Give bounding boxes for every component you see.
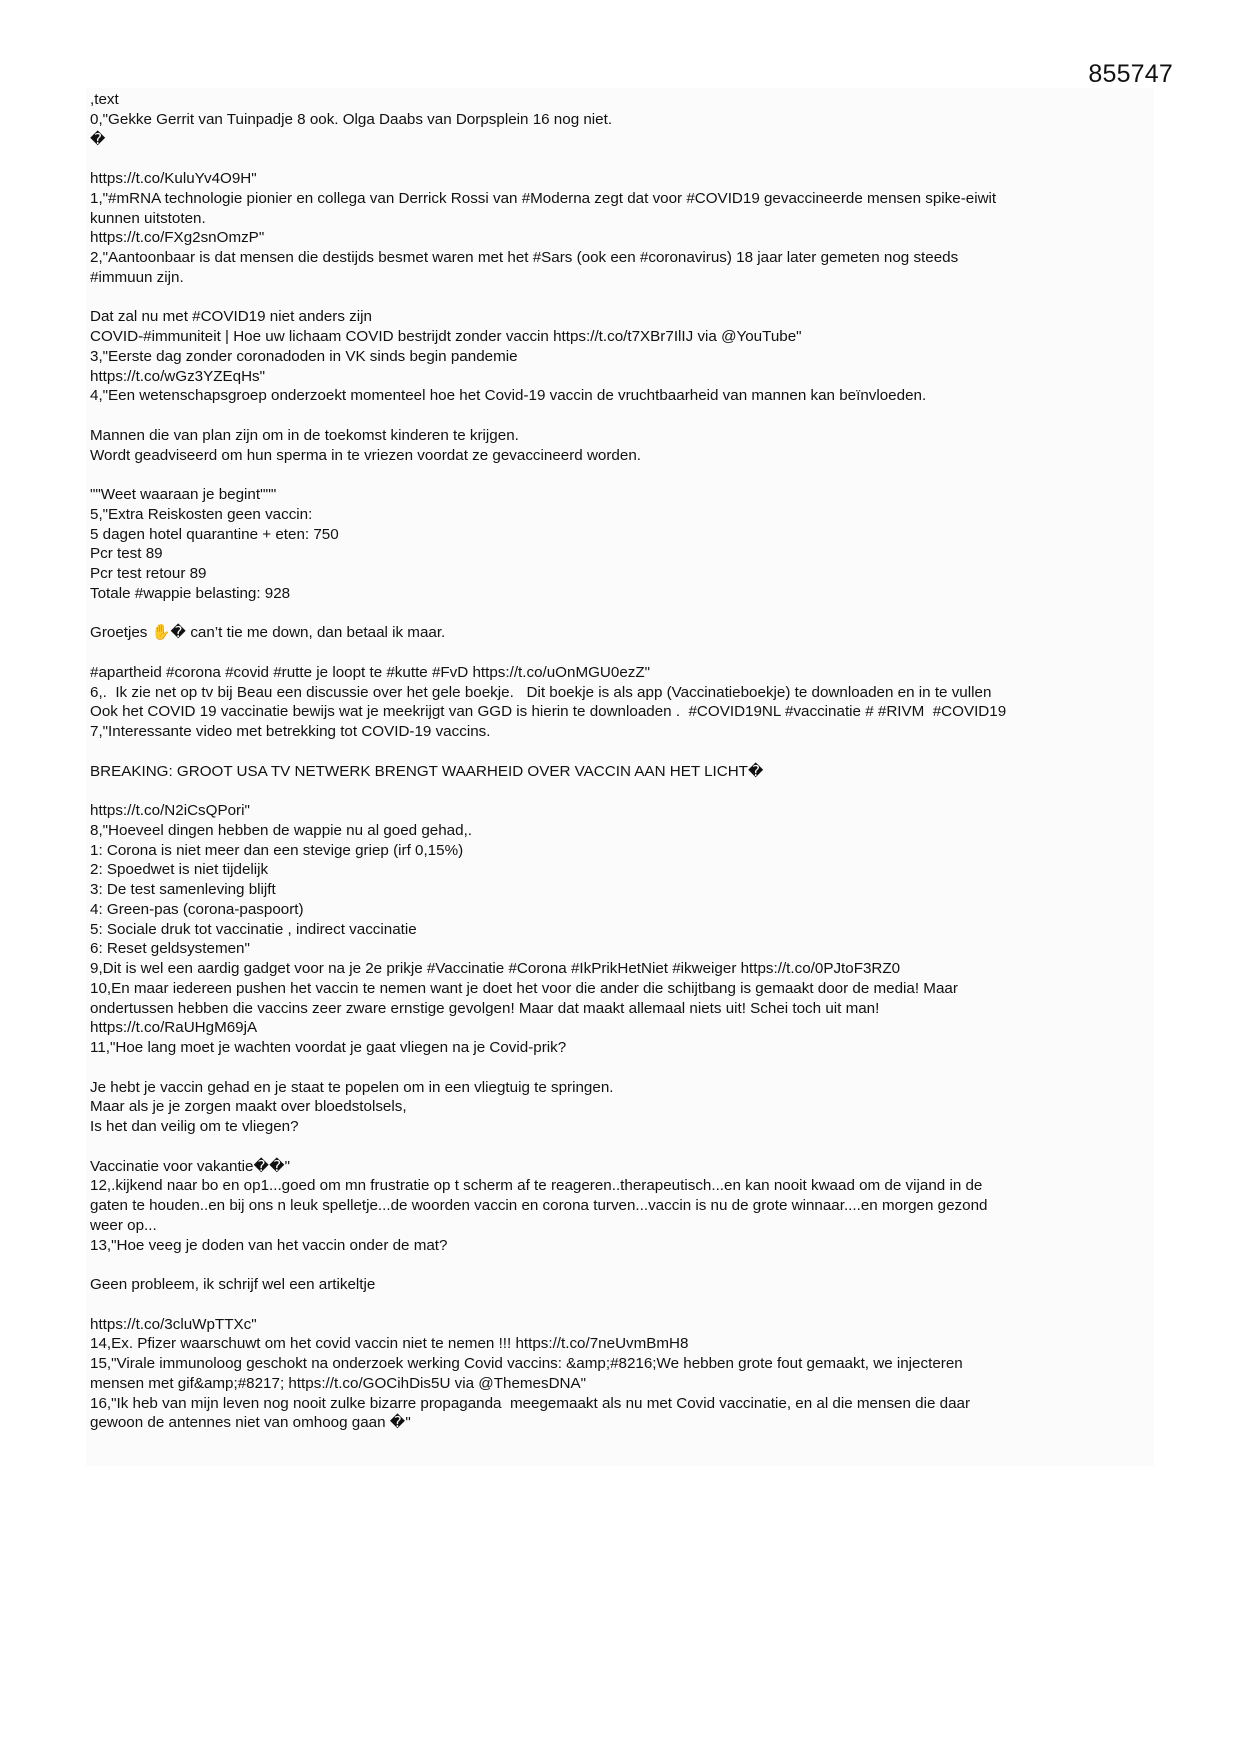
text-line: 4,"Een wetenschapsgroep onderzoekt momenteel hoe het Covid-19 vaccin de vruchtbaarheid van mannen kan beïnvloeden. xyxy=(90,387,927,405)
text-line: Is het dan veilig om te vliegen? xyxy=(90,1118,299,1135)
text-line xyxy=(90,643,1150,663)
text-line: https://t.co/wGz3YZEqHs" xyxy=(90,367,266,385)
text-line: Vaccinatie voor vakantie��" xyxy=(90,1157,291,1175)
text-line: Pcr test retour 89 xyxy=(90,565,207,582)
text-line: 3: De test samenleving blijft xyxy=(90,881,276,898)
text-line: Groetjes ✋� can’t tie me down, dan betaal ik maar. xyxy=(90,624,446,642)
text-line: 1,"#mRNA technologie pionier en collega van Derrick Rossi van #Moderna zegt dat voor #COVID19 gevaccineerde mensen spike-eiwit xyxy=(90,189,997,207)
text-line: Je hebt je vaccin gehad en je staat te popelen om in een vliegtuig te springen. xyxy=(90,1078,614,1096)
text-line: 10,En maar iedereen pushen het vaccin te nemen want je doet het voor die ander die schijtbang is gemaakt door de media! Maar xyxy=(90,979,958,997)
text-line: Dat zal nu met #COVID19 niet anders zijn xyxy=(90,308,372,326)
text-line: 5 dagen hotel quarantine + eten: 750 xyxy=(90,525,339,543)
text-line: 14,Ex. Pfizer waarschuwt om het covid vaccin niet te nemen !!! https://t.co/7neUvmBmH8 xyxy=(90,1335,689,1353)
text-line: 13,"Hoe veeg je doden van het vaccin onder de mat? xyxy=(90,1236,448,1254)
text-line xyxy=(90,465,1150,485)
text-line: BREAKING: GROOT USA TV NETWERK BRENGT WAARHEID OVER VACCIN AAN HET LICHT� xyxy=(90,762,764,780)
text-line xyxy=(90,1255,1150,1275)
text-line: 6,. Ik zie net op tv bij Beau een discussie over het gele boekje. Dit boekje is als app (Vaccinatieboekje) te downloaden en in te vullen xyxy=(90,683,992,701)
text-line: 3,"Eerste dag zonder coronadoden in VK sinds begin pandemie xyxy=(90,347,518,365)
text-line xyxy=(90,1295,1150,1315)
text-line: Ook het COVID 19 vaccinatie bewijs wat je meekrijgt van GGD is hierin te downloaden . #COVID19NL #vaccinatie # #RIVM #COVID19 xyxy=(90,703,1007,721)
page-number: 855747 xyxy=(1088,60,1173,88)
text-line: https://t.co/RaUHgM69jA xyxy=(90,1019,258,1037)
text-line: 12,.kijkend naar bo en op1...goed om mn frustratie op t scherm af te reageren..therapeutisch...en kan nooit kwaad om de vijand in de xyxy=(90,1177,983,1195)
text-line: https://t.co/KuluYv4O9H" xyxy=(90,170,257,187)
text-line: Totale #wappie belasting: 928 xyxy=(90,584,291,602)
text-line: 15,"Virale immunoloog geschokt na onderzoek werking Covid vaccins: &amp;#8216;We hebben grote fout gemaakt, we injecteren xyxy=(90,1355,963,1372)
text-line xyxy=(90,1137,1150,1157)
text-line: #apartheid #corona #covid #rutte je loopt te #kutte #FvD https://t.co/uOnMGU0ezZ" xyxy=(90,663,651,681)
csv-text-content xyxy=(90,90,1150,1433)
text-line: ondertussen hebben die vaccins zeer zware ernstige gevolgen! Maar dat maakt allemaal niets uit! Schei toch uit man! xyxy=(90,999,880,1017)
text-line xyxy=(90,604,1150,624)
text-line: 5,"Extra Reiskosten geen vaccin: xyxy=(90,505,313,523)
text-line: https://t.co/N2iCsQPori" xyxy=(90,802,250,819)
text-line: gewoon de antennes niet van omhoog gaan �" xyxy=(90,1414,411,1432)
text-line: 16,"Ik heb van mijn leven nog nooit zulke bizarre propaganda meegemaakt als nu met Covid vaccinatie, en al die mensen die daar xyxy=(90,1394,971,1412)
text-line xyxy=(90,1058,1150,1078)
text-line: #immuun zijn. xyxy=(90,268,184,286)
text-line: mensen met gif&amp;#8217; https://t.co/GOCihDis5U via @ThemesDNA" xyxy=(90,1374,587,1392)
csv-header: ,text xyxy=(90,91,119,108)
text-line: gaten te houden..en bij ons n leuk spelletje...de woorden vaccin en corona turven...vaccin is nu de grote winnaar....en morgen gezond xyxy=(90,1197,988,1214)
text-line: Pcr test 89 xyxy=(90,545,163,563)
text-line xyxy=(90,288,1150,308)
text-line: 8,"Hoeveel dingen hebben de wappie nu al goed gehad,. xyxy=(90,821,473,839)
text-line: Geen probleem, ik schrijf wel een artikeltje xyxy=(90,1276,376,1293)
text-line: 1: Corona is niet meer dan een stevige griep (irf 0,15%) xyxy=(90,841,464,859)
text-line: 2,"Aantoonbaar is dat mensen die destijds besmet waren met het #Sars (ook een #coronavirus) 18 jaar later gemeten nog steeds xyxy=(90,249,959,266)
text-line: � xyxy=(90,130,106,148)
text-line: 9,Dit is wel een aardig gadget voor na je 2e prikje #Vaccinatie #Corona #IkPrikHetNiet #ikweiger https://t.co/0PJtoF3RZ0 xyxy=(90,960,901,977)
text-line: https://t.co/FXg2snOmzP" xyxy=(90,229,265,247)
text-line: https://t.co/3cluWpTTXc" xyxy=(90,1315,257,1333)
text-line xyxy=(90,406,1150,426)
text-line: 2: Spoedwet is niet tijdelijk xyxy=(90,861,269,879)
text-line: 11,"Hoe lang moet je wachten voordat je gaat vliegen na je Covid-prik? xyxy=(90,1039,567,1056)
text-line: 5: Sociale druk tot vaccinatie , indirect vaccinatie xyxy=(90,920,417,938)
text-line: Wordt geadviseerd om hun sperma in te vriezen voordat ze gevaccineerd worden. xyxy=(90,446,641,464)
text-line: ""Weet waaraan je begint""" xyxy=(90,486,277,503)
text-line xyxy=(90,149,1150,169)
text-line xyxy=(90,781,1150,801)
text-line: kunnen uitstoten. xyxy=(90,209,206,227)
text-line: Mannen die van plan zijn om in de toekomst kinderen te krijgen. xyxy=(90,426,519,444)
text-line: 7,"Interessante video met betrekking tot COVID-19 vaccins. xyxy=(90,723,491,740)
text-line: Maar als je je zorgen maakt over bloedstolsels, xyxy=(90,1098,407,1116)
text-line: 6: Reset geldsystemen" xyxy=(90,940,250,958)
text-line: 0,"Gekke Gerrit van Tuinpadje 8 ook. Olga Daabs van Dorpsplein 16 nog niet. xyxy=(90,110,613,128)
text-line xyxy=(90,742,1150,762)
text-line: weer op... xyxy=(90,1216,157,1234)
text-line: COVID-#immuniteit | Hoe uw lichaam COVID bestrijdt zonder vaccin https://t.co/t7XBr7IlIJ via @YouTube" xyxy=(90,328,802,345)
csv-lines xyxy=(90,110,1150,1433)
text-line: 4: Green-pas (corona-paspoort) xyxy=(90,900,304,918)
